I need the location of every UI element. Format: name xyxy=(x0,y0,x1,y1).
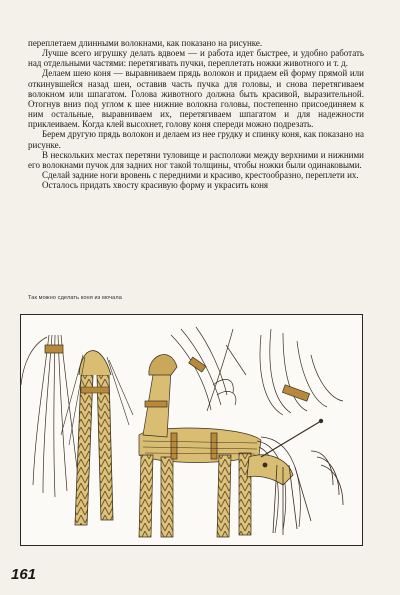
paragraph: Лучше всего игрушку делать вдвоем — и работа идет быстрее, и удобно работать над отдельными частями: перетягивать пучки, переплетать ножки животного и т. д. xyxy=(28,48,364,69)
rear-legs-step xyxy=(260,329,343,415)
paragraph: Осталось придать хвосту красивую форму и украсить коня xyxy=(42,180,269,191)
straw-horse-step xyxy=(139,355,300,537)
wrapped-bundle-step xyxy=(171,327,246,411)
braided-legs-step xyxy=(61,351,133,525)
paragraph: переплетаем длинными волокнами, как показано на рисунке. xyxy=(28,38,263,48)
paragraph: Делаем шею коня — выравниваем прядь волокон и придаем ей форму прямой или откинувшейся назад шеи, оставив часть пучка для головы, и снова перетягиваем волокном или шпагатом. Голова животного должна быть красивой, выразительной. Отогнув вниз под углом к шее нижние волокна головы, постепенно присоединяем к ним остальные, выравниваем их, перетягиваем шпагатом и для надежности приклеиваем. Когда клей высохнет, голову коня спереди можно подрезать. xyxy=(28,68,364,130)
straw-horse-illustration xyxy=(20,314,363,546)
horse-head-step xyxy=(247,419,343,535)
page-number: 161 xyxy=(11,566,37,583)
body-text xyxy=(28,38,364,190)
paragraph: Берем другую прядь волокон и делаем из нее грудку и спинку коня, как показано на рисунке. xyxy=(28,129,364,150)
illustration-drawing xyxy=(21,315,362,545)
paragraph: Сделай задние ноги вровень с передними и красиво, крестообразно, переплети их. xyxy=(42,170,359,181)
figure-caption: Так можно сделать коня из мочала xyxy=(28,295,122,301)
paragraph: В нескольких местах перетяни туловище и расположи между верхними и нижними его волокнами пучок для задних ног такой толщины, чтобы ножки были одинаковыми. xyxy=(28,149,364,170)
straw-bundle-step xyxy=(21,335,79,497)
